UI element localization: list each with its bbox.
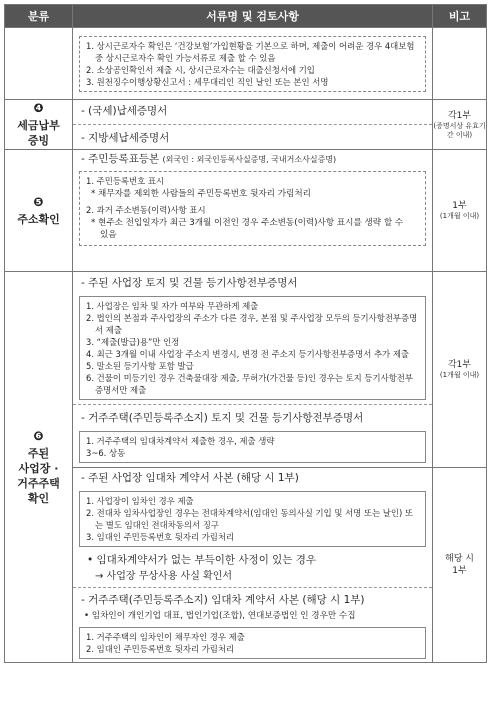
residence-registry-notes-box <box>79 431 426 463</box>
doc-residence-registry: - 거주주택(주민등록주소지) 토지 및 건물 등기사항전부증명서 <box>73 404 432 427</box>
business-registry-item-4: 4. 최근 3개월 이내 사업장 주소지 변경시, 변경 전 주소지 등기사항전부증명서 추가 제출 <box>86 349 409 359</box>
number-4-icon: ❹ <box>33 101 44 115</box>
business-registry-item-5: 5. 말소된 등기사항 포함 발급 <box>86 361 194 371</box>
number-6-icon: ❻ <box>33 428 44 443</box>
note-cell-empty <box>433 28 487 100</box>
note-tax-sub: (증명서상 유효기간 이내) <box>433 121 486 139</box>
category-address-label: 주소확인 <box>17 212 60 226</box>
business-lease-item-2: 2. 전대차 임차사업장인 경우는 전대차계약서(임대인 동의사실 기입 및 서명 또는 날인) 또는 별도 임대인 전대차동의서 징구 <box>86 508 413 530</box>
address-item-2-sub: * 현주소 전입일자가 최근 3개월 이전인 경우 주소변동(이력)사항 표시를 생략 할 수 있음 <box>91 218 404 240</box>
residence-lease-notes-box <box>79 627 426 659</box>
header-category: 분류 <box>5 5 73 28</box>
business-registry-item-3: 3. “제출(발급)용”만 인정 <box>86 337 180 347</box>
address-item-1: 1. 주민등록번호 표시 <box>86 176 165 186</box>
table-row-address <box>5 150 487 272</box>
table-row-business <box>5 272 487 468</box>
business-lease-item-1: 1. 사업장이 임차인 경우 제출 <box>86 496 194 506</box>
docs-cell-tax <box>73 100 433 150</box>
doc-national-tax: - (국세)납세증명서 <box>81 105 168 117</box>
doc-business-registry: - 주된 사업장 토지 및 건물 등기사항전부증명서 <box>81 277 298 289</box>
note-address <box>433 150 487 272</box>
top-note-2: 2. 소상공인확인서 제출 시, 상시근로자수는 대출신청서에 기입 <box>86 65 315 75</box>
top-notes-box <box>79 36 426 92</box>
note-tax <box>433 100 487 150</box>
category-address <box>5 150 73 272</box>
residence-registry-item-2: 3~6. 상동 <box>86 448 126 458</box>
address-item-1-sub: * 채무자를 제외한 사람들의 주민등록번호 뒷자리 가림처리 <box>91 189 311 199</box>
docs-cell-top <box>73 28 433 100</box>
category-tax-line1: 세금납부 <box>17 119 60 132</box>
resident-registration-note: (외국인 : 외국인등록사실증명, 국내거소사실증명) <box>162 155 337 164</box>
residence-lease-item-2: 2. 임대인 주민등록번호 뒷자리 가림처리 <box>86 644 235 654</box>
note-lease-when: 해당 시 <box>445 554 474 564</box>
business-registry-notes-box <box>79 296 426 400</box>
table-row-lease <box>5 468 487 663</box>
category-tax-line2: 증빙 <box>27 134 50 147</box>
note-address-sub: (1개월 이내) <box>439 212 480 220</box>
residence-lease-item-1: 1. 거주주택의 임차인이 채무자인 경우 제출 <box>86 632 245 642</box>
business-lease-item-3: 3. 임대인 주민등록번호 뒷자리 가림처리 <box>86 532 235 542</box>
document-table <box>4 4 487 663</box>
category-business-line3: 거주주택 <box>17 476 60 490</box>
docs-cell-address <box>73 150 433 272</box>
header-docs: 서류명 및 검토사항 <box>73 5 433 28</box>
business-lease-exception: • 임대차계약서가 없는 부득이한 사정이 있는 경우 <box>87 554 317 566</box>
note-address-count: 1부 <box>452 201 467 211</box>
residence-registry-item-1: 1. 거주주택의 임대차계약서 제출한 경우, 제출 생략 <box>86 436 275 446</box>
business-lease-notes-box <box>79 491 426 547</box>
address-item-2: 2. 과거 주소변동(이력)사항 표시 <box>86 205 206 215</box>
header-note: 비고 <box>433 5 487 28</box>
residence-lease-condition: • 임차인이 개인기업 대표, 법인기업(조합), 연대보증법인 인 경우만 수집 <box>84 611 356 621</box>
business-registry-item-2: 2. 법인의 본점과 주사업장의 주소가 다른 경우, 본점 및 주사업장 모두의 등기사항전부증명서 제출 <box>86 313 418 335</box>
note-lease-count: 1부 <box>452 566 467 576</box>
business-registry-item-6: 6. 건물이 미등기인 경우 건축물대장 제출, 무허가(가건물 등)인 경우는 토지 등기사항전부증명서만 제출 <box>86 373 413 395</box>
note-lease <box>433 468 487 663</box>
note-business-registry <box>433 272 487 468</box>
category-cell-empty <box>5 28 73 100</box>
doc-local-tax: - 지방세납세증명서 <box>73 124 432 147</box>
doc-resident-registration <box>73 150 432 169</box>
note-business-count: 각1부 <box>447 360 472 370</box>
top-note-3: 3. 원천징수이행상황신고서 : 세무대리인 직인 날인 또는 본인 서명 <box>86 77 329 87</box>
number-5-icon: ❺ <box>33 194 44 209</box>
doc-residence-lease: - 거주주택(주민등록주소지) 임대차 계약서 사본 (해당 시 1부) <box>73 587 432 609</box>
category-business-line2: 사업장 · <box>18 461 59 475</box>
note-business-sub: (1개월 이내) <box>439 371 480 379</box>
table-header-row <box>5 5 487 28</box>
note-tax-count: 각1부 <box>447 110 472 121</box>
top-note-1: 1. 상시근로자수 확인은 ‘건강보험’가입현황을 기본으로 하며, 제출이 어려운 경우 4대보험 중 상시근로자수 확인 가능서류로 제출 할 수 있음 <box>86 41 415 63</box>
business-free-use-confirmation: → 사업장 무상사용 사실 확인서 <box>95 571 233 582</box>
business-registry-item-1: 1. 사업장은 임차 및 자가 여부와 무관하게 제출 <box>86 301 259 311</box>
category-business-line4: 확인 <box>27 491 50 505</box>
resident-registration-title: - 주민등록표등본 <box>81 153 160 165</box>
category-business <box>5 272 73 663</box>
table-row-tax <box>5 100 487 150</box>
doc-business-lease: - 주된 사업장 임대차 계약서 사본 (해당 시 1부) <box>81 472 299 484</box>
docs-cell-lease <box>73 468 433 663</box>
category-business-line1: 주된 <box>27 446 50 460</box>
table-row-top <box>5 28 487 100</box>
category-tax <box>5 100 73 150</box>
docs-cell-business-registry <box>73 272 433 468</box>
address-notes-box <box>79 171 426 246</box>
